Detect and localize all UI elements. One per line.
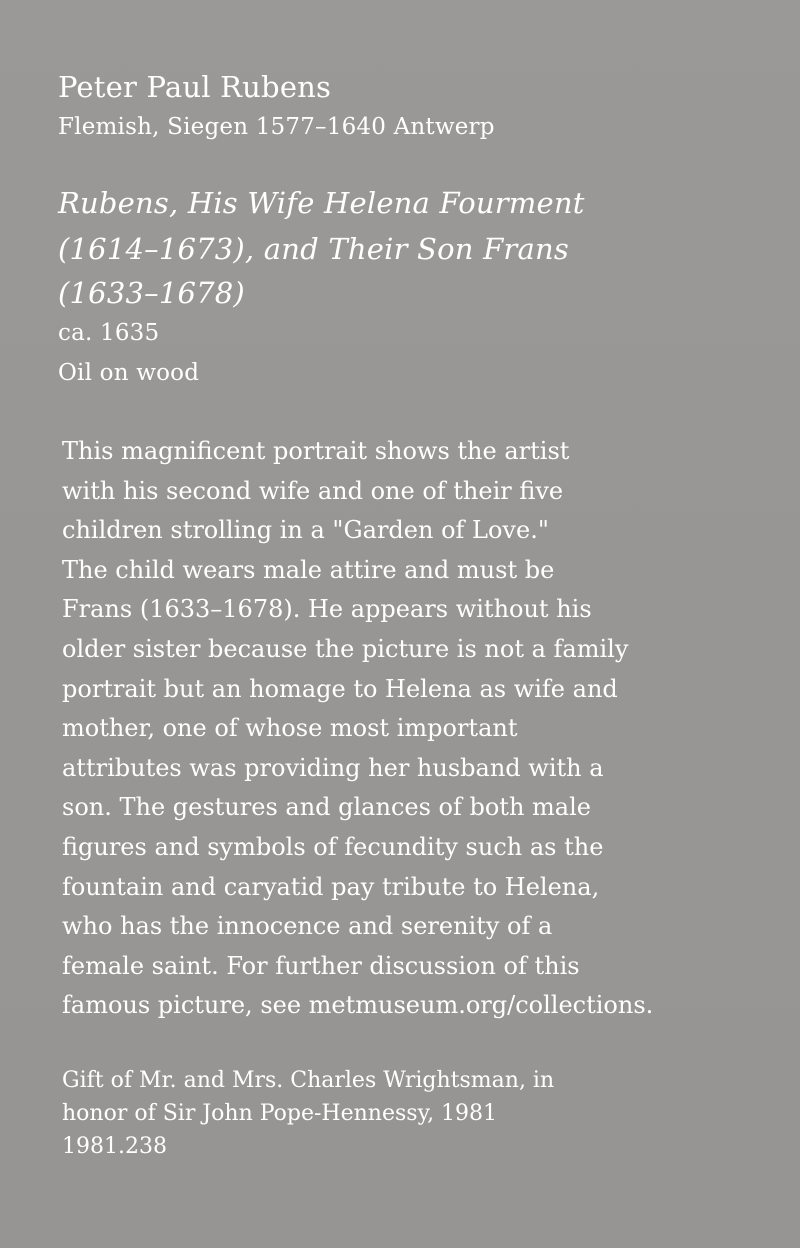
credit-text: honor of Sir John Pope-Hennessy, 1981: [62, 1101, 498, 1126]
artwork-medium: Oil on wood: [58, 360, 200, 386]
accession-number: 1981.238: [62, 1134, 167, 1159]
description-line: attributes was providing her husband with a: [62, 753, 604, 782]
artwork-title-line: Rubens, His Wife Helena Fourment: [58, 186, 585, 220]
description-line: portrait but an homage to Helena as wife and: [62, 674, 618, 703]
description-line: famous picture, see metmuseum.org/collections.: [62, 991, 654, 1020]
credit-line: [62, 1064, 554, 1163]
description-line: figures and symbols of fecundity such as the: [62, 832, 604, 861]
description-line: children strolling in a "Garden of Love.": [62, 516, 549, 545]
description-line: Frans (1633–1678). He appears without his: [62, 595, 592, 624]
artwork-title-line: (1614–1673), and Their Son Frans: [58, 232, 569, 266]
description-line: with his second wife and one of their five: [62, 476, 564, 505]
description-line: son. The gestures and glances of both male: [62, 793, 591, 822]
artwork-date: ca. 1635: [58, 320, 160, 346]
description-line: who has the innocence and serenity of a: [62, 912, 553, 941]
artwork-title-line: (1633–1678): [58, 276, 245, 310]
description-line: mother, one of whose most important: [62, 714, 518, 743]
description: [62, 432, 653, 1026]
description-line: The child wears male attire and must be: [62, 555, 555, 584]
artist-name: Peter Paul Rubens: [58, 70, 332, 104]
description-line: older sister because the picture is not a family: [62, 634, 629, 663]
artist-origin: Flemish, Siegen 1577–1640 Antwerp: [58, 114, 495, 140]
description-line: This magnificent portrait shows the artist: [62, 437, 570, 465]
description-line: fountain and caryatid pay tribute to Helena,: [62, 872, 600, 901]
description-line: female saint. For further discussion of this: [62, 951, 580, 980]
credit-text: Gift of Mr. and Mrs. Charles Wrightsman, in: [62, 1068, 555, 1093]
